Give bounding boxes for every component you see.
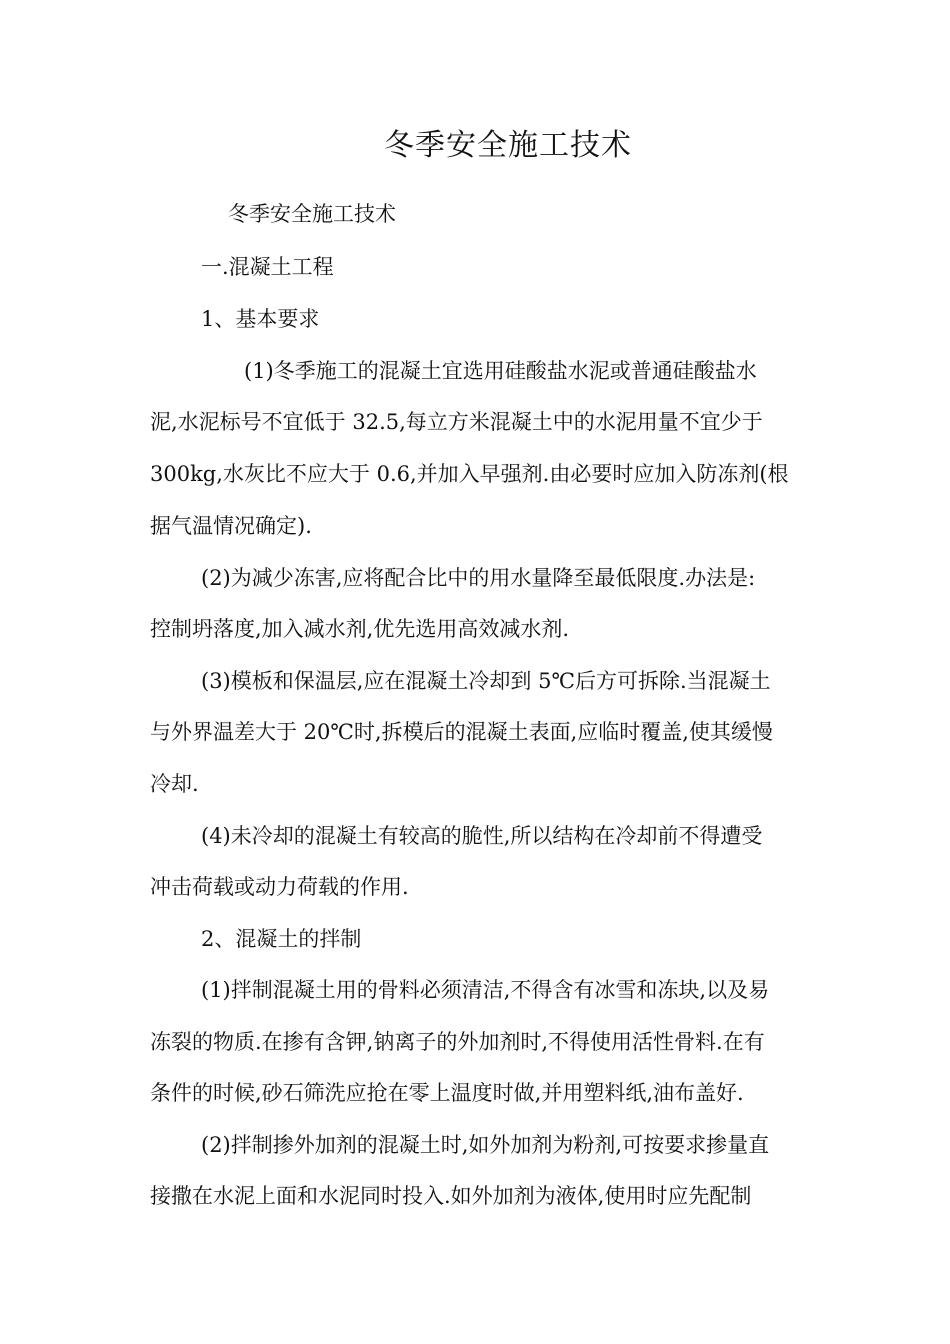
paragraph-line: 控制坍落度,加入减水剂,优先选用高效减水剂. <box>150 617 570 641</box>
paragraph-line: 泥,水泥标号不宜低于 32.5,每立方米混凝土中的水泥用量不宜少于 <box>150 410 763 434</box>
document-title: 冬季安全施工技术 <box>384 128 632 163</box>
paragraph-line: 条件的时候,砂石筛洗应抢在零上温度时做,并用塑料纸,油布盖好. <box>150 1081 744 1105</box>
paragraph-line: 据气温情况确定). <box>150 514 312 538</box>
subtitle-line: 冬季安全施工技术 <box>228 202 396 226</box>
paragraph-line: 冷却. <box>150 772 199 796</box>
paragraph-line: (1)冬季施工的混凝土宜选用硅酸盐水泥或普通硅酸盐水 <box>244 359 757 383</box>
paragraph-line: 冲击荷载或动力荷载的作用. <box>150 875 409 899</box>
paragraph-line: 冻裂的物质.在掺有含钾,钠离子的外加剂时,不得使用活性骨料.在有 <box>150 1030 765 1054</box>
paragraph-line: 与外界温差大于 20℃时,拆模后的混凝土表面,应临时覆盖,使其缓慢 <box>150 720 773 744</box>
paragraph-line: (2)拌制掺外加剂的混凝土时,如外加剂为粉剂,可按要求掺量直 <box>201 1133 770 1157</box>
paragraph-line: (4)未冷却的混凝土有较高的脆性,所以结构在冷却前不得遭受 <box>201 824 763 848</box>
subsection-heading: 1、基本要求 <box>201 307 320 331</box>
paragraph-line: 300kg,水灰比不应大于 0.6,并加入早强剂.由必要时应加入防冻剂(根 <box>150 462 789 486</box>
paragraph-line: 接撒在水泥上面和水泥同时投入.如外加剂为液体,使用时应先配制 <box>150 1184 752 1208</box>
paragraph-line: (1)拌制混凝土用的骨料必须清洁,不得含有冰雪和冻块,以及易 <box>201 978 770 1002</box>
paragraph-line: (3)模板和保温层,应在混凝土冷却到 5℃后方可拆除.当混凝土 <box>201 669 771 693</box>
paragraph-line: (2)为减少冻害,应将配合比中的用水量降至最低限度.办法是: <box>201 566 756 590</box>
subsection-heading: 2、混凝土的拌制 <box>201 927 362 951</box>
section-heading: 一.混凝土工程 <box>201 255 334 279</box>
